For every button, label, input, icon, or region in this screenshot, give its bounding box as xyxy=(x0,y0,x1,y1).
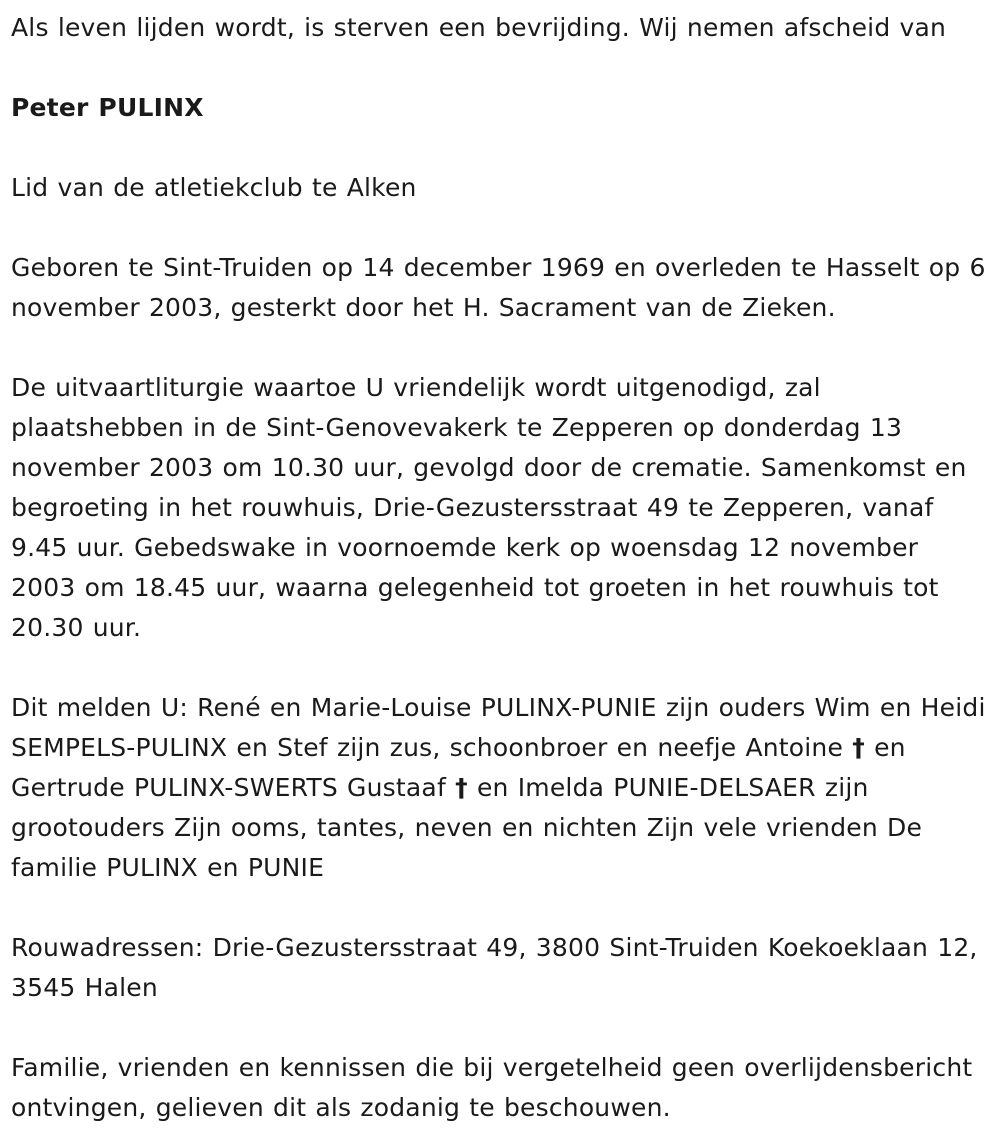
funeral-paragraph: De uitvaartliturgie waartoe U vriendelijk wordt uitgenodigd, zal plaatshebben in de Sint-Genovevakerk te Zepperen op donderdag 13 november 2003 om 10.30 uur, gevolgd door de crematie. Samenkomst en begroeting in het rouwhuis, Drie-Gezustersstraat 49 te Zepperen, vanaf 9.45 uur. Gebedswake in voornoemde kerk op woensdag 12 november 2003 om 18.45 uur, waarna gelegenheid tot groeten in het rouwhuis tot 20.30 uur. xyxy=(11,373,967,642)
family-paragraph xyxy=(11,688,988,888)
cross-icon: † xyxy=(455,773,468,802)
addresses-paragraph: Rouwadressen: Drie-Gezustersstraat 49, 3800 Sint-Truiden Koekoeklaan 12, 3545 Halen xyxy=(11,933,978,1002)
family-text-part-3: en Imelda PUNIE-DELSAER zijn grootouders Zijn ooms, tantes, neven en nichten Zijn vele vrienden De familie PULINX en PUNIE xyxy=(11,773,923,882)
family-text-part-2: en Gertrude PULINX-SWERTS Gustaaf xyxy=(11,733,906,802)
birth-death-paragraph: Geboren te Sint-Truiden op 14 december 1969 en overleden te Hasselt op 6 november 2003, gesterkt door het H. Sacrament van de Zieken. xyxy=(11,253,986,322)
deceased-name: Peter PULINX xyxy=(11,93,204,122)
closing-paragraph: Familie, vrienden en kennissen die bij vergetelheid geen overlijdensbericht ontvingen, gelieven dit als zodanig te beschouwen. xyxy=(11,1053,973,1122)
membership-line: Lid van de atletiekclub te Alken xyxy=(11,173,417,202)
family-text-part-1: Dit melden U: René en Marie-Louise PULINX-PUNIE zijn ouders Wim en Heidi SEMPELS-PULINX en Stef zijn zus, schoonbroer en neefje Antoine xyxy=(11,693,986,762)
opening-line: Als leven lijden wordt, is sterven een bevrijding. Wij nemen afscheid van xyxy=(11,13,947,42)
cross-icon: † xyxy=(852,733,865,762)
